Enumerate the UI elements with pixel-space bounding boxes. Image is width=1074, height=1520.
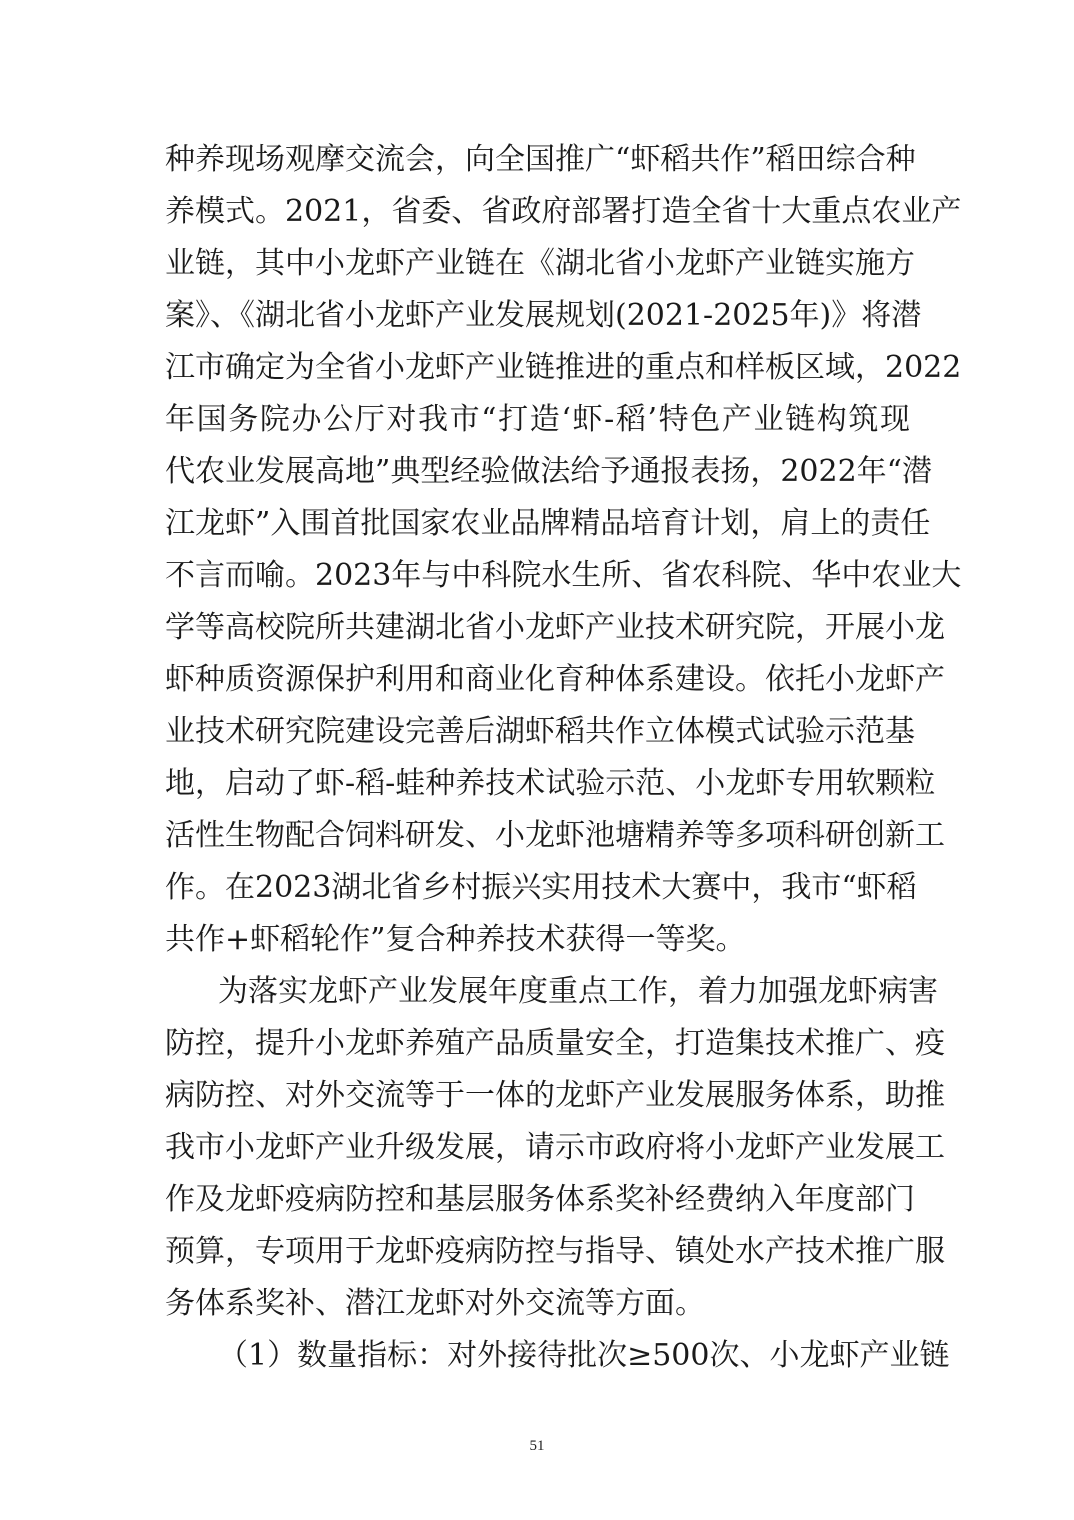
text-line: 病防控、对外交流等于一体的龙虾产业发展服务体系，助推 — [165, 1078, 945, 1113]
text-line: 业技术研究院建设完善后湖虾稻共作立体模式试验示范基 — [165, 714, 915, 749]
text-line: 江龙虾”入围首批国家农业品牌精品培育计划，肩上的责任 — [165, 506, 931, 541]
text-line: 虾种质资源保护利用和商业化育种体系建设。依托小龙虾产 — [165, 662, 945, 697]
text-line: 为落实龙虾产业发展年度重点工作，着力加强龙虾病害 — [218, 974, 938, 1009]
text-line: 作。在2023湖北省乡村振兴实用技术大赛中，我市“虾稻 — [165, 870, 917, 905]
text-line: 我市小龙虾产业升级发展，请示市政府将小龙虾产业发展工 — [165, 1130, 945, 1165]
text-line: 活性生物配合饲料研发、小龙虾池塘精养等多项科研创新工 — [165, 818, 945, 853]
text-line: 不言而喻。2023年与中科院水生所、省农科院、华中农业大 — [165, 558, 962, 593]
text-line: 地，启动了虾-稻-蛙种养技术试验示范、小龙虾专用软颗粒 — [165, 766, 936, 801]
text-line: 学等高校院所共建湖北省小龙虾产业技术研究院，开展小龙 — [165, 610, 945, 645]
text-line: 作及龙虾疫病防控和基层服务体系奖补经费纳入年度部门 — [165, 1182, 915, 1217]
text-line: 务体系奖补、潜江龙虾对外交流等方面。 — [165, 1286, 705, 1321]
text-line: 防控，提升小龙虾养殖产品质量安全，打造集技术推广、疫 — [165, 1026, 945, 1061]
text-line: 年国务院办公厅对我市“打造‘虾-稻’特色产业链构筑现 — [165, 402, 910, 437]
text-line: 共作+虾稻轮作”复合种养技术获得一等奖。 — [165, 922, 746, 957]
page-number: 51 — [529, 1438, 545, 1454]
text-line: 江市确定为全省小龙虾产业链推进的重点和样板区域，2022 — [165, 350, 962, 385]
text-line: （1）数量指标：对外接待批次≥500次、小龙虾产业链 — [218, 1338, 950, 1373]
text-line: 案》、《湖北省小龙虾产业发展规划(2021-2025年)》将潜 — [165, 298, 922, 333]
text-line: 业链，其中小龙虾产业链在《湖北省小龙虾产业链实施方 — [165, 246, 915, 281]
text-line: 代农业发展高地”典型经验做法给予通报表扬，2022年“潜 — [165, 454, 933, 489]
text-line: 养模式。2021，省委、省政府部署打造全省十大重点农业产 — [165, 194, 962, 229]
text-line: 种养现场观摩交流会，向全国推广“虾稻共作”稻田综合种 — [165, 142, 916, 177]
text-line: 预算，专项用于龙虾疫病防控与指导、镇处水产技术推广服 — [165, 1234, 945, 1269]
